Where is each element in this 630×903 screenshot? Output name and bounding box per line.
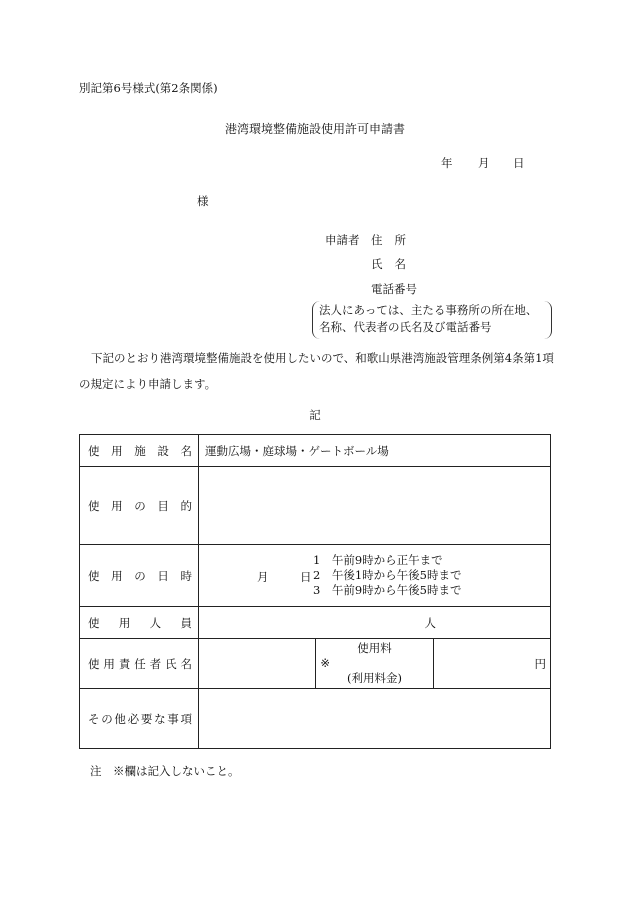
application-table (79, 434, 551, 749)
addressee-suffix: 様 (197, 194, 209, 208)
datetime-month-label: 月 (257, 570, 269, 584)
facility-value[interactable]: 運動広場・庭球場・ゲートボール場 (199, 435, 551, 467)
table-row-manager (80, 639, 551, 689)
table-row-other (80, 689, 551, 749)
phone-label: 電話番号 (371, 282, 417, 296)
manager-name-input[interactable] (199, 639, 316, 689)
people-label: 使用人員 (88, 615, 192, 630)
people-input[interactable] (199, 607, 551, 639)
manager-label: 使用責任者氏名 (88, 656, 192, 671)
table-row-datetime (80, 545, 551, 607)
date-year-label: 年 (441, 156, 453, 170)
table-row-people (80, 607, 551, 639)
fee-value-cell (433, 639, 550, 689)
ki-heading: 記 (309, 408, 321, 422)
footnote: 注 ※欄は記入しないこと。 (90, 764, 240, 778)
purpose-label: 使用の目的 (88, 498, 192, 513)
other-label-cell (80, 689, 199, 749)
facility-label-cell (80, 435, 199, 467)
time-options (313, 553, 461, 598)
other-input[interactable] (199, 689, 551, 749)
datetime-label: 使用の日時 (88, 568, 192, 583)
datetime-input[interactable] (199, 545, 551, 607)
form-number: 別記第6号様式(第2条関係) (79, 81, 218, 95)
manager-label-cell (80, 639, 199, 689)
other-label: その他必要な事項 (88, 711, 192, 726)
purpose-input[interactable] (199, 467, 551, 545)
fee-label-cell (316, 639, 433, 689)
fee-mark: ※ (320, 656, 330, 670)
fee-label-top: 使用料 (357, 641, 392, 655)
fee-unit: 円 (534, 656, 546, 671)
name-label: 氏名 (371, 257, 418, 271)
address-label: 住所 (371, 233, 418, 247)
table-row-facility (80, 435, 551, 467)
time-option-3[interactable]: 3 午前9時から午後5時まで (313, 583, 462, 597)
datetime-day-label: 日 (300, 570, 312, 584)
people-label-cell (80, 607, 199, 639)
purpose-label-cell (80, 467, 199, 545)
body-text: 下記のとおり港湾環境整備施設を使用したいので、和歌山県港湾施設管理条例第4条第1項の規定により申請します。 (79, 351, 554, 391)
date-day-label: 日 (513, 156, 525, 170)
date-month-label: 月 (478, 156, 490, 170)
time-option-2[interactable]: 2 午後1時から午後5時まで (313, 568, 462, 582)
people-unit: 人 (424, 615, 436, 630)
table-row-purpose (80, 467, 551, 545)
corporate-note: 法人にあっては、主たる事務所の所在地、名称、代表者の氏名及び電話番号 (312, 301, 552, 339)
applicant-label: 申請者 (325, 233, 360, 247)
fee-label-bottom: (利用料金) (347, 671, 402, 685)
facility-label: 使用施設名 (88, 443, 192, 458)
time-option-1[interactable]: 1 午前9時から正午まで (313, 553, 443, 567)
datetime-label-cell (80, 545, 199, 607)
page-title: 港湾環境整備施設使用許可申請書 (224, 122, 405, 136)
